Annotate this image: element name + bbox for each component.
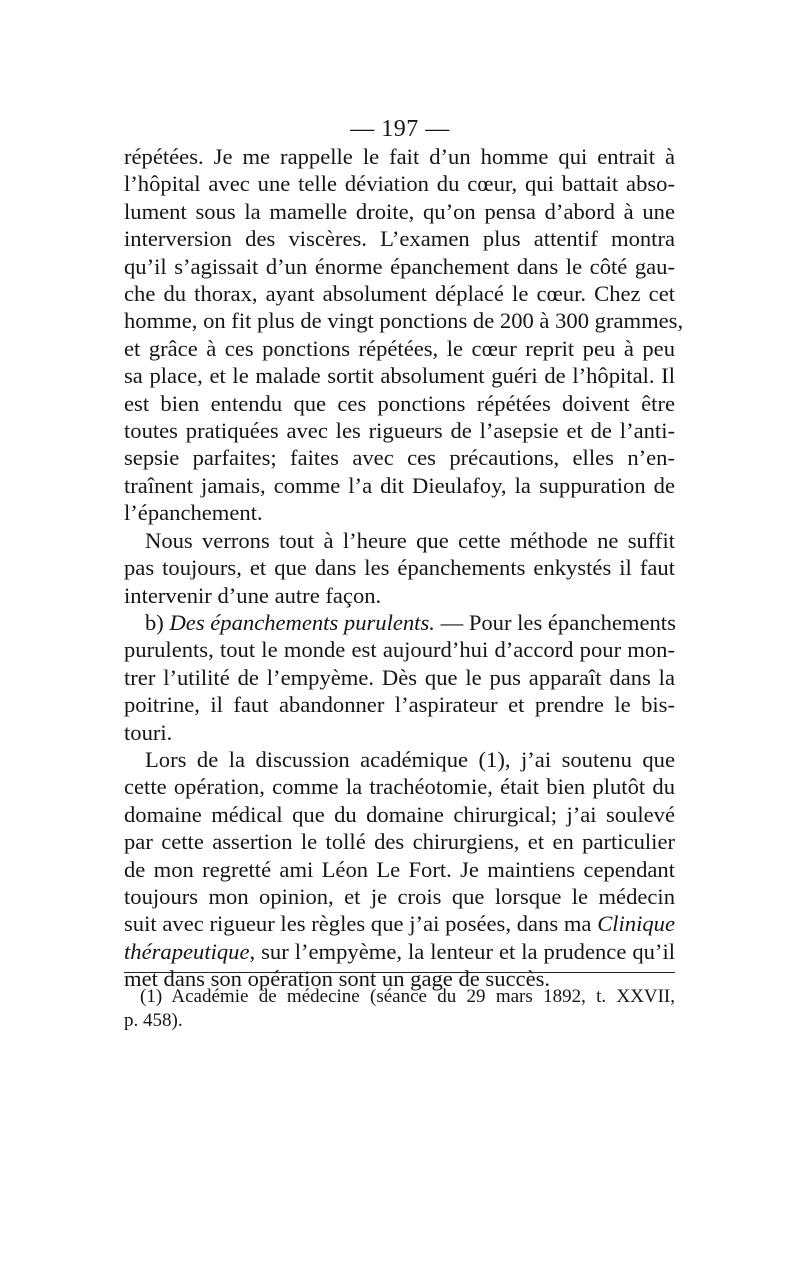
text-line: met dans son opération sont un gage de succès.	[124, 966, 551, 992]
text-line: cette opération, comme la trachéotomie, était bien plutôt du	[124, 774, 675, 800]
text-line: purulents, tout le monde est aujourd’hui d’accord pour mon-	[124, 637, 675, 663]
footnote-line: (1) Académie de médecine (séance du 29 mars 1892, t. XXVII,	[140, 986, 675, 1007]
text-line: lument sous la mamelle droite, qu’on pensa d’abord à une	[124, 198, 675, 224]
text-line: domaine médical que du domaine chirurgical; j’ai soulevé	[124, 801, 675, 827]
text-line: poitrine, il faut abandonner l’aspirateur et prendre le bis-	[124, 692, 675, 718]
text-line: interversion des viscères. L’examen plus attentif montra	[124, 226, 675, 252]
text-line: pas toujours, et que dans les épanchements enkystés il faut	[124, 555, 675, 581]
text-line: l’hôpital avec une telle déviation du cœur, qui battait abso-	[124, 171, 675, 197]
text-line: de mon regretté ami Léon Le Fort. Je maintiens cependant	[124, 856, 675, 882]
text-line	[124, 910, 675, 937]
text-line: homme, on fit plus de vingt ponctions de 200 à 300 grammes,	[124, 308, 684, 334]
footnote-divider	[124, 972, 675, 973]
text-line: Lors de la discussion académique (1), j’ai soutenu que	[145, 746, 675, 772]
text-line	[124, 938, 675, 965]
text-line: trer l’utilité de l’empyème. Dès que le pus apparaît dans la	[124, 664, 675, 690]
text-line: touri.	[124, 719, 173, 745]
page-number: — 197 —	[350, 116, 450, 142]
paragraph-academic-discussion	[124, 746, 675, 993]
text-line: qu’il s’agissait d’un énorme épanchement dans le côté gau-	[124, 253, 675, 279]
text-line: toujours mon opinion, et je crois que lorsque le médecin	[124, 883, 675, 909]
section-label: b)	[145, 609, 164, 635]
text-fragment: Pour les épanchements	[468, 609, 676, 635]
text-line: et grâce à ces ponctions répétées, le cœur reprit peu à peu	[124, 335, 675, 361]
footnote-line: p. 458).	[124, 1010, 183, 1031]
section-dash: —	[440, 609, 464, 635]
section-heading-line	[124, 609, 675, 636]
text-line: l’épanchement.	[124, 500, 263, 526]
section-b-purulent-effusions	[124, 609, 675, 746]
text-line: par cette assertion le tollé des chirurgiens, et en particulier	[124, 829, 675, 855]
text-fragment: , sur l’empyème, la lenteur et la prudence qu’il	[249, 938, 675, 964]
text-line: traînent jamais, comme l’a dit Dieulafoy, la suppuration de	[124, 472, 675, 498]
text-fragment: suit avec rigueur les règles que j’ai posées, dans ma	[124, 911, 592, 937]
paragraph-repeated-punctures	[124, 143, 684, 527]
section-title: Des épanchements purulents.	[169, 609, 435, 635]
text-line: sepsie parfaites; faites avec ces précautions, elles n’en-	[124, 445, 675, 471]
text-line: est bien entendu que ces ponctions répétées doivent être	[124, 390, 675, 416]
text-line: che du thorax, ayant absolument déplacé le cœur. Chez cet	[124, 281, 675, 307]
text-line: sa place, et le malade sortit absolument guéri de l’hôpital. Il	[124, 363, 675, 389]
paragraph-encysted-effusions	[124, 527, 675, 609]
text-line: toutes pratiquées avec les rigueurs de l’asepsie et de l’anti-	[124, 418, 675, 444]
main-text	[124, 143, 684, 993]
book-title-fragment: Clinique	[597, 911, 676, 937]
text-line: répétées. Je me rappelle le fait d’un homme qui entrait à	[124, 144, 675, 169]
book-title-fragment: thérapeutique	[124, 938, 250, 964]
text-line: intervenir d’une autre façon.	[124, 582, 382, 608]
text-line: Nous verrons tout à l’heure que cette méthode ne suffit	[145, 527, 675, 553]
footnote	[124, 985, 675, 1033]
